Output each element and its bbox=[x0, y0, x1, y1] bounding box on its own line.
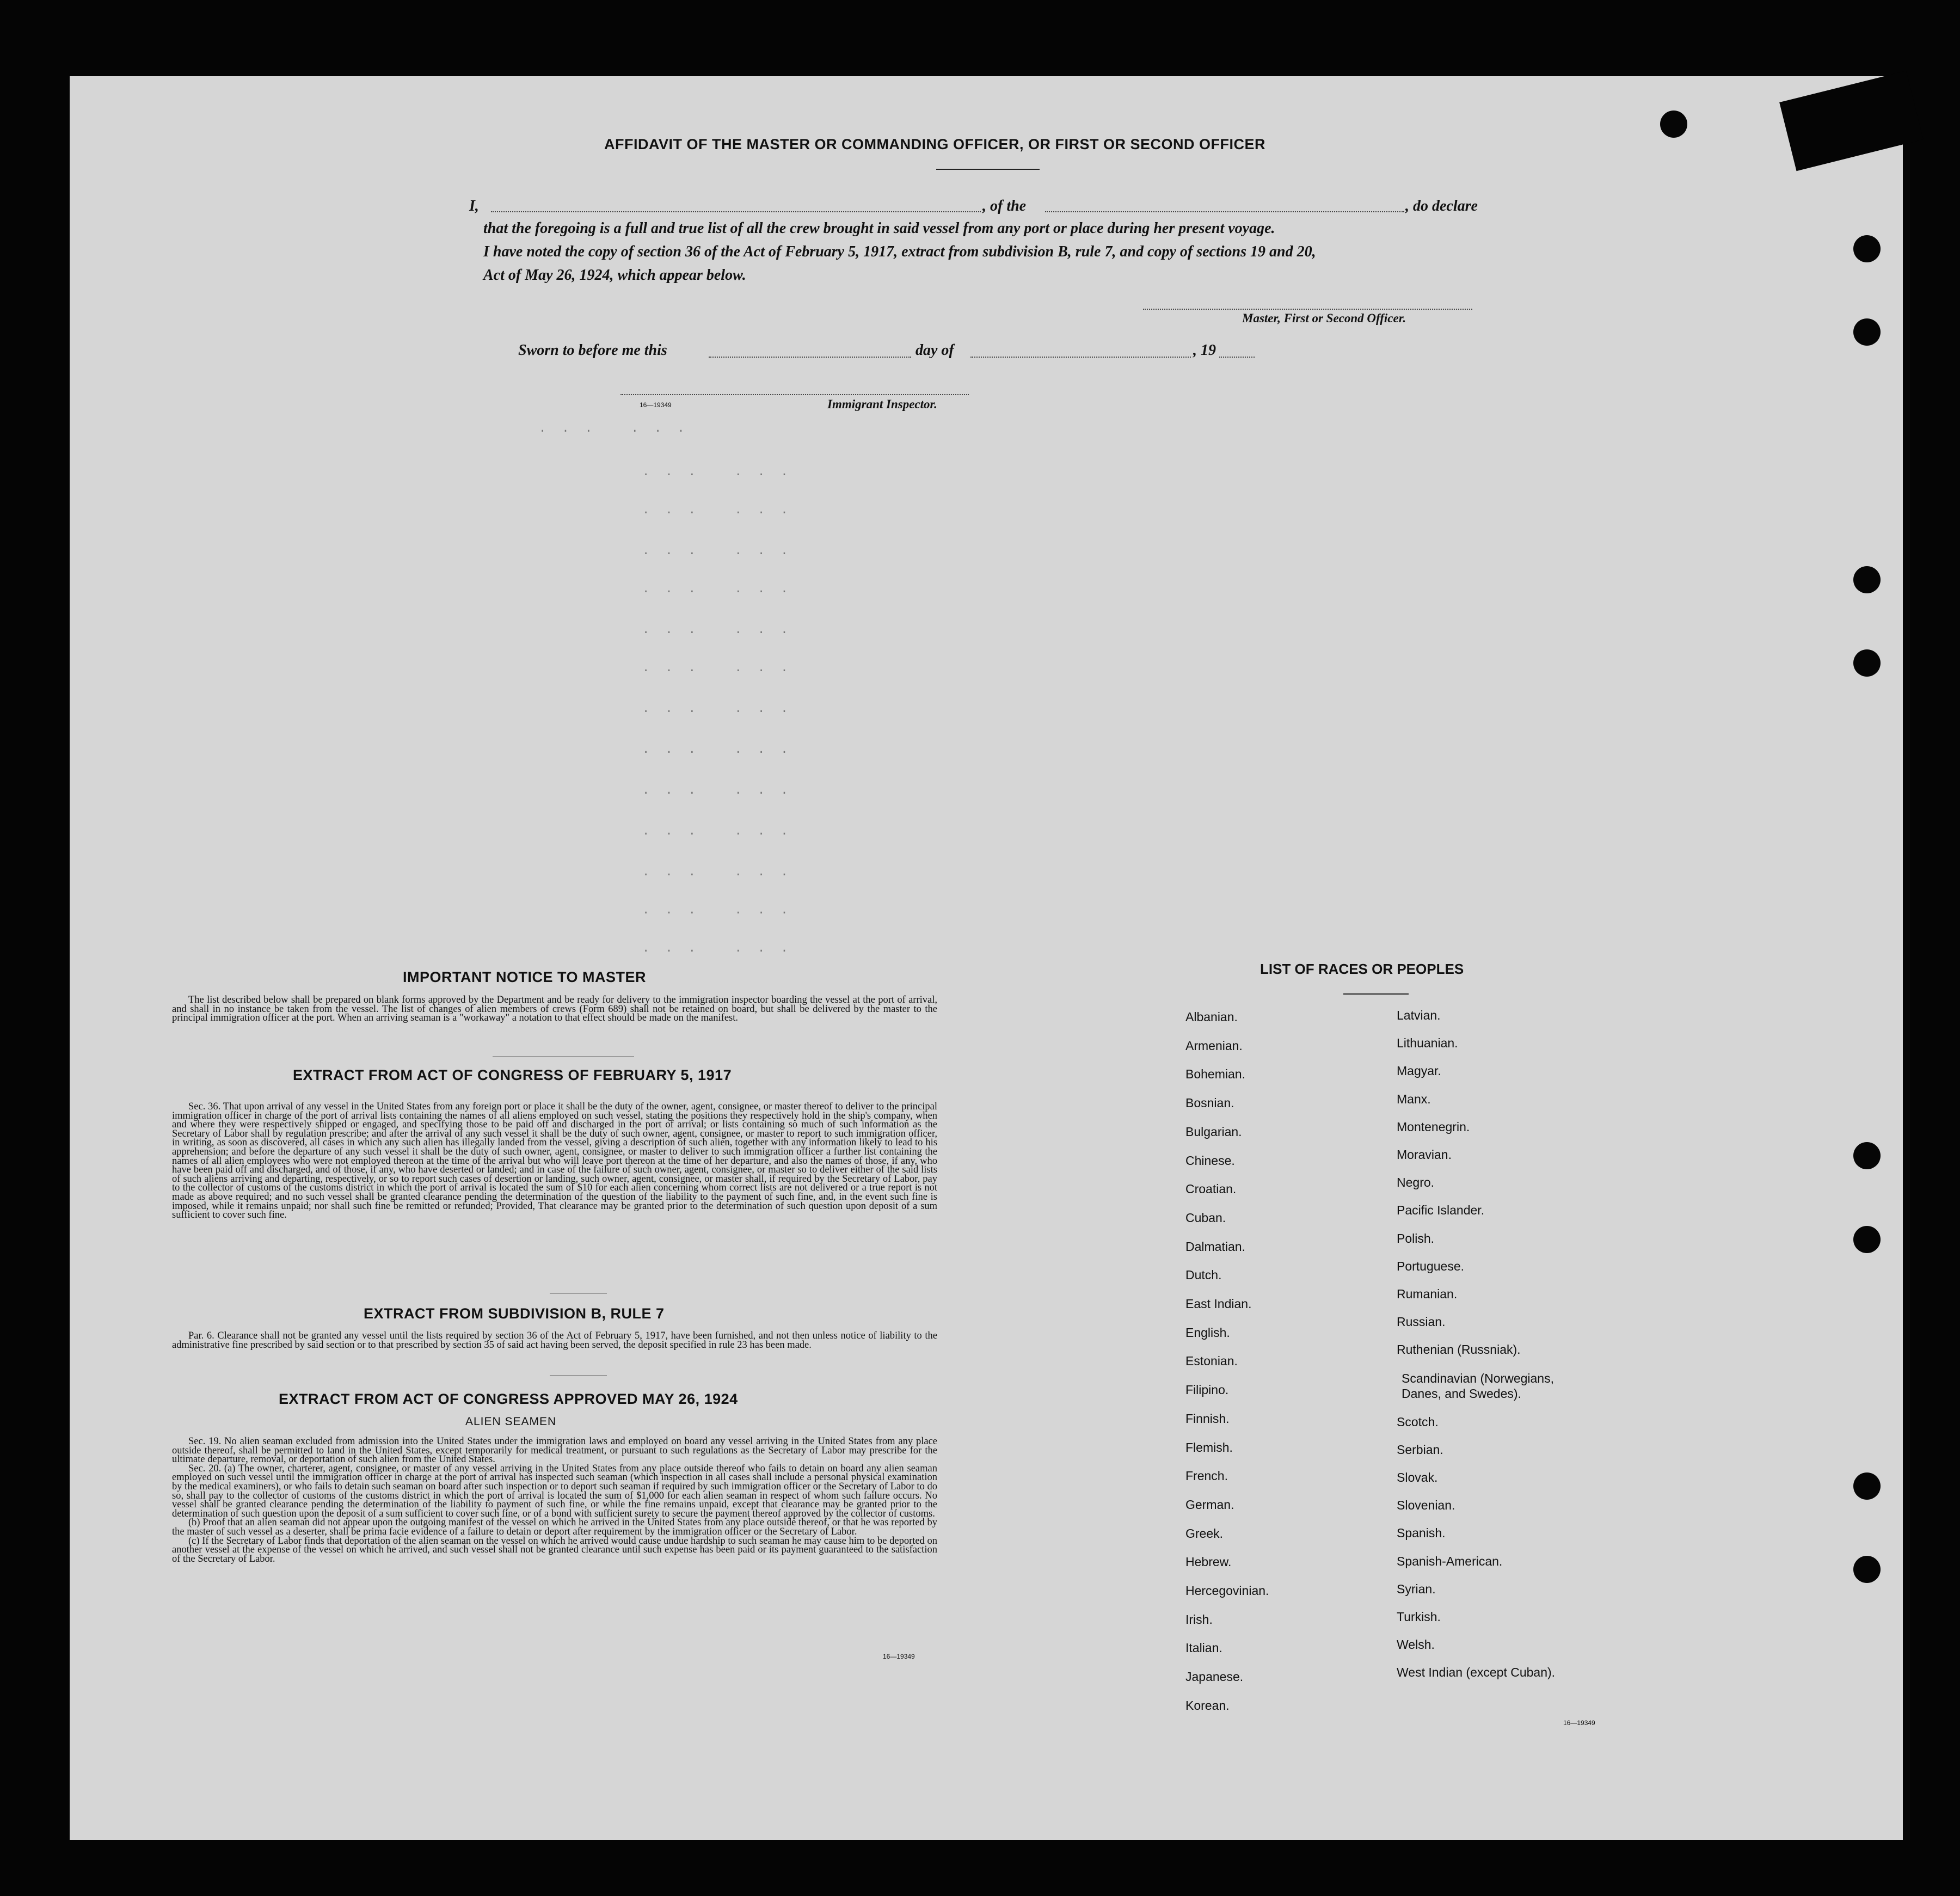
signature-field[interactable] bbox=[1143, 309, 1472, 310]
race-item: Estonian. bbox=[1185, 1354, 1238, 1369]
race-item: Dalmatian. bbox=[1185, 1239, 1245, 1254]
notice-title: IMPORTANT NOTICE TO MASTER bbox=[403, 969, 646, 985]
alien-seamen-subtitle: ALIEN SEAMEN bbox=[465, 1415, 557, 1428]
affidavit-title: AFFIDAVIT OF THE MASTER OR COMMANDING OFFICER, OR FIRST OR SECOND OFFICER bbox=[604, 136, 1265, 152]
sec20b-paragraph: (b) Proof that an alien seaman did not appear upon the outgoing manifest of the vessel on which he arrived in the United States from any place outside thereof, or that he was reported by the master of such vessel as a deserter, shall be prima facie evidence of a failure to detain or deport after requirement by the immigration officer or the Secretary of Labor. bbox=[172, 1517, 937, 1537]
race-item: West Indian (except Cuban). bbox=[1397, 1665, 1556, 1680]
bleed-through-marks: . . . . . . bbox=[642, 784, 792, 797]
bleed-through-marks: . . . . . . bbox=[642, 623, 792, 637]
race-item: Hebrew. bbox=[1185, 1555, 1232, 1569]
race-item: Scandinavian (Norwegians, Danes, and Swedes). bbox=[1402, 1371, 1554, 1401]
race-item: Hercegovinian. bbox=[1185, 1584, 1269, 1598]
day-of-label: day of bbox=[916, 342, 954, 359]
year-label: , 19 bbox=[1193, 342, 1216, 359]
inspector-label: Immigrant Inspector. bbox=[827, 397, 937, 411]
bleed-through-marks: . . . . . . bbox=[642, 942, 792, 955]
race-item: Finnish. bbox=[1185, 1411, 1230, 1426]
bleed-through-marks: . . . . . . bbox=[642, 825, 792, 838]
notice-paragraph: The list described below shall be prepared on blank forms approved by the Department and be ready for delivery to the immigration inspector boarding the vessel at the port of arrival, and shall in no instance be taken from the vessel. The list of changes of alien members of crews (Form 689) shall not be retained on board, but shall be delivered by the master to the principal immigration officer at the port. When an arriving seaman is a "workaway" a notation to that effect should be made on the manifest. bbox=[172, 995, 937, 1024]
bleed-through-marks: . . . . . . bbox=[642, 544, 792, 558]
race-item: Slovak. bbox=[1397, 1470, 1438, 1484]
extract-1917-title: EXTRACT FROM ACT OF CONGRESS OF FEBRUARY 5, 1917 bbox=[293, 1067, 732, 1083]
bleed-through-marks: . . . . . . bbox=[642, 661, 792, 675]
bleed-through-marks: . . . . . . bbox=[642, 866, 792, 879]
race-item: Negro. bbox=[1397, 1175, 1435, 1190]
extract-1917-paragraph: Sec. 36. That upon arrival of any vessel in the United States from any foreign port or place it shall be the duty of the owner, agent, consignee, or master thereof to deliver to the principal immigration officer in charge of the port of arrival lists containing the names of all aliens employed on such vessel, stating the positions they respectively hold in the ship's company, when and where they were respectively shipped or engaged, and specifying those to be paid off and discharged in the port of arrival; or lists containing so much of such information as the Secretary of Labor shall by regulation prescribe; and after the arrival of any such vessel it shall be the duty of such owner, agent, consignee, or master to report to such immigration officer, in writing, as soon as discovered, all cases in which any such alien has illegally landed from the vessel, giving a description of such alien, together with any information likely to lead to his apprehension; and before the departure of any such vessel it shall be the duty of such owner, agent, consignee, or master to deliver to such immigration officer a further list containing the names of all alien employees who were not employed thereon at the time of the arrival but who will leave port thereon at the time of her departure, and also the names of those, if any, who have been paid off and discharged, and of those, if any, who have deserted or landed; and in case of the failure of such owner, agent, consignee, or master so to deliver either of the said lists of such aliens arriving and departing, respectively, or so to report such cases of desertion or landing, such owner, agent, consignee, or master shall, if required by the Secretary of Labor, pay to the collector of customs of the customs district in which the port of arrival is located the sum of $10 for each alien concerning whom correct lists are not delivered or a true report is not made as above required; and no such vessel shall be granted clearance pending the determination of the question of the liability to the payment of such fine, and, in the event such fine is imposed, while it remains unpaid; nor shall such fine be remitted or refunded; Provided, That clearance may be granted prior to the determination of such question upon deposit of a sum sufficient to cover such fine. bbox=[172, 1101, 937, 1221]
notice-text bbox=[172, 996, 937, 1023]
vessel-name-field[interactable] bbox=[1045, 211, 1404, 212]
races-title: LIST OF RACES OR PEOPLES bbox=[1260, 961, 1464, 977]
race-item: Rumanian. bbox=[1397, 1287, 1458, 1301]
race-item: Montenegrin. bbox=[1397, 1119, 1470, 1134]
punch-hole bbox=[1853, 649, 1881, 677]
form-number: 16—19349 bbox=[640, 401, 672, 409]
bleed-through-marks: . . . . . . bbox=[642, 465, 792, 479]
race-item: Russian. bbox=[1397, 1315, 1446, 1329]
signature-label: Master, First or Second Officer. bbox=[1242, 311, 1406, 325]
master-name-field[interactable] bbox=[491, 211, 981, 212]
sec20c-paragraph: (c) If the Secretary of Labor finds that deportation of the alien seaman on the vessel on which he arrived would cause undue hardship to such seaman he may cause him to be deported on another vessel at the expense of the vessel on which he arrived, and such vessel shall not be granted clearance until such expense has been paid or its payment guaranteed to the satisfaction of the Secretary of Labor. bbox=[172, 1535, 937, 1564]
race-item: Manx. bbox=[1397, 1091, 1431, 1106]
race-item: Greek. bbox=[1185, 1526, 1224, 1541]
race-item: Lithuanian. bbox=[1397, 1036, 1458, 1051]
affidavit-i-label: I, bbox=[469, 198, 479, 214]
bleed-through-marks: . . . . . . bbox=[642, 904, 792, 917]
bleed-through-marks: . . . . . . bbox=[642, 743, 792, 757]
rule7-text bbox=[172, 1332, 937, 1349]
race-item: Korean. bbox=[1185, 1698, 1230, 1713]
race-item: Spanish. bbox=[1397, 1526, 1446, 1541]
race-item: Magyar. bbox=[1397, 1064, 1441, 1078]
race-item: Irish. bbox=[1185, 1612, 1213, 1627]
race-item: Slovenian. bbox=[1397, 1498, 1455, 1513]
race-item: Spanish-American. bbox=[1397, 1554, 1503, 1568]
punch-hole bbox=[1853, 1226, 1881, 1253]
affidavit-line-2: that the foregoing is a full and true list of all the crew brought in said vessel from any port or place during her present voyage. bbox=[483, 220, 1275, 237]
punch-hole bbox=[1853, 318, 1881, 346]
race-item: East Indian. bbox=[1185, 1297, 1252, 1311]
punch-hole bbox=[1853, 235, 1881, 262]
race-item: Moravian. bbox=[1397, 1148, 1452, 1162]
form-number: 16—19349 bbox=[1563, 1719, 1595, 1727]
rule7-paragraph: Par. 6. Clearance shall not be granted any vessel until the lists required by section 36 of the Act of February 5, 1917, have been furnished, and not then unless notice of liability to the administrative fine prescribed by said section or to that prescribed by section 35 of said act having been served, the deposit specified in rule 23 has been made. bbox=[172, 1330, 937, 1351]
race-item: Syrian. bbox=[1397, 1581, 1436, 1596]
inspector-signature-field[interactable] bbox=[620, 394, 969, 395]
race-item: French. bbox=[1185, 1469, 1228, 1483]
affidavit-line-4: Act of May 26, 1924, which appear below. bbox=[483, 267, 746, 284]
race-item: Bohemian. bbox=[1185, 1067, 1245, 1082]
race-item: Turkish. bbox=[1397, 1610, 1441, 1624]
affidavit-line-3: I have noted the copy of section 36 of the Act of February 5, 1917, extract from subdivision B, rule 7, and copy of sections 19 and 20, bbox=[483, 243, 1316, 260]
punch-hole bbox=[1853, 566, 1881, 593]
bleed-through-marks: . . . . . . bbox=[642, 504, 792, 517]
form-number: 16—19349 bbox=[883, 1653, 915, 1660]
extract-1924-title: EXTRACT FROM ACT OF CONGRESS APPROVED MAY 26, 1924 bbox=[279, 1391, 738, 1407]
sworn-label: Sworn to before me this bbox=[518, 342, 667, 359]
race-item: Albanian. bbox=[1185, 1010, 1238, 1024]
punch-hole bbox=[1853, 1142, 1881, 1169]
extract-1917-text bbox=[172, 1102, 937, 1220]
sworn-month-field[interactable] bbox=[970, 357, 1191, 358]
sec20a-paragraph: Sec. 20. (a) The owner, charterer, agent, consignee, or master of any vessel arriving in the United States from any place outside thereof who fails to detain on board any alien seaman employed on such vessel until the immigration officer in charge at the port of arrival has inspected such seaman (which inspection in all cases shall include a personal physical examination by the medical examiners), or who fails to detain such seaman on board after such inspection or to deport such seaman if required by such immigration officer or the Secretary of Labor to do so, shall pay to the collector of customs of the customs district in which the port of arrival is located the sum of $1,000 for each alien seaman in respect of whom such failure occurs. No vessel shall be granted clearance pending the determination of the liability to payment of such fine, or while the fine remains unpaid, except that clearance may be granted prior to the determination of such question upon the deposit of a sum sufficient to cover such fine, or of a bond with sufficient surety to secure the payment thereof approved by the collector of customs. bbox=[172, 1463, 937, 1519]
race-item: Bosnian. bbox=[1185, 1096, 1234, 1110]
race-item: Portuguese. bbox=[1397, 1259, 1465, 1273]
affidavit-declare-label: , do declare bbox=[1405, 198, 1478, 214]
race-item: Flemish. bbox=[1185, 1440, 1233, 1455]
extract-1924-text bbox=[172, 1437, 937, 1563]
race-item: Serbian. bbox=[1397, 1442, 1443, 1457]
race-item: Pacific Islander. bbox=[1397, 1203, 1485, 1218]
document-page bbox=[70, 76, 1903, 1840]
affidavit-of-the-label: , of the bbox=[982, 198, 1027, 214]
bleed-through-marks: . . . . . . bbox=[642, 582, 792, 596]
race-item: English. bbox=[1185, 1325, 1230, 1340]
race-item: Polish. bbox=[1397, 1231, 1435, 1245]
sworn-day-field[interactable] bbox=[709, 357, 911, 358]
race-item: Italian. bbox=[1185, 1641, 1222, 1655]
race-item: Welsh. bbox=[1397, 1637, 1435, 1652]
race-item: Cuban. bbox=[1185, 1210, 1226, 1225]
race-item: Dutch. bbox=[1185, 1268, 1222, 1283]
race-item: Bulgarian. bbox=[1185, 1124, 1242, 1139]
race-item: Armenian. bbox=[1185, 1038, 1243, 1053]
race-item: Latvian. bbox=[1397, 1008, 1441, 1022]
title-underline bbox=[936, 169, 1040, 170]
race-item: Scotch. bbox=[1397, 1414, 1439, 1429]
bleed-through-marks: . . . . . . bbox=[539, 422, 689, 435]
punch-hole bbox=[1853, 1556, 1881, 1583]
sworn-year-field[interactable] bbox=[1219, 357, 1255, 358]
race-item: Japanese. bbox=[1185, 1670, 1244, 1684]
race-item: German. bbox=[1185, 1497, 1234, 1512]
punch-hole bbox=[1853, 1472, 1881, 1500]
race-item: Chinese. bbox=[1185, 1153, 1235, 1168]
race-item: Croatian. bbox=[1185, 1182, 1237, 1196]
races-title-underline bbox=[1343, 993, 1409, 995]
sec19-paragraph: Sec. 19. No alien seaman excluded from admission into the United States under the immigration laws and employed on board any vessel arriving in the United States from any place outside thereof, shall be permitted to land in the United States, except temporarily for medical treatment, or pursuant to such regulations as the Secretary of Labor may prescribe for the ultimate departure, removal, or deportation of such alien from the United States. bbox=[172, 1436, 937, 1465]
bleed-through-marks: . . . . . . bbox=[642, 702, 792, 716]
race-item: Ruthenian (Russniak). bbox=[1397, 1342, 1521, 1357]
punch-hole bbox=[1660, 111, 1687, 138]
race-item: Filipino. bbox=[1185, 1383, 1229, 1397]
rule7-title: EXTRACT FROM SUBDIVISION B, RULE 7 bbox=[364, 1305, 665, 1322]
